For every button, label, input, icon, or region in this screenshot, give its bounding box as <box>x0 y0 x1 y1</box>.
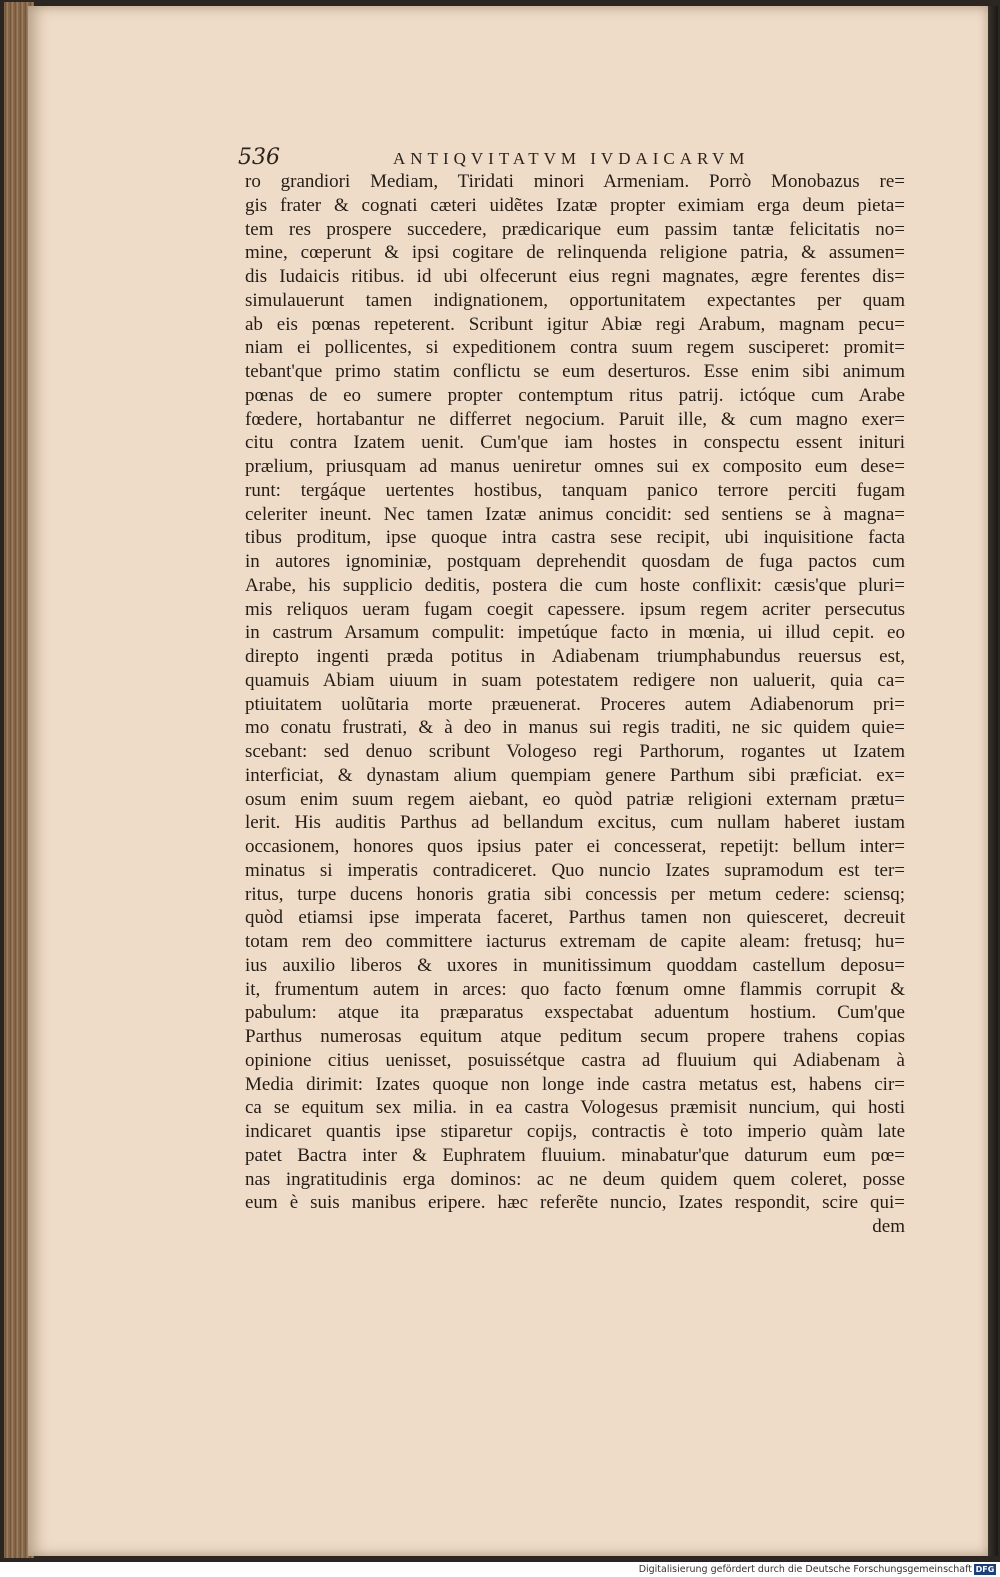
text-line: ius auxilio liberos & uxores in munitissimum quoddam castellum deposu= <box>245 954 905 976</box>
text-line: nas ingratitudinis erga dominos: ac ne deum quidem quem coleret, posse <box>245 1168 905 1190</box>
text-line: direpto ingenti præda potitus in Adiabenam triumphabundus reuersus est, <box>245 646 905 667</box>
page-number: 536 <box>238 145 280 170</box>
text-line: simulauerunt tamen indignationem, opportunitatem expectantes per quam <box>245 289 905 311</box>
text-line: it, frumentum autem in arces: quo facto fœnum omne flammis corrupit & <box>245 978 905 1000</box>
text-line: dis Iudaicis ritibus. id ubi olfecerunt eius regni magnates, ægre ferentes dis= <box>245 266 905 287</box>
text-line: osum enim suum regem aiebant, eo quòd patriæ religioni externam prætu= <box>245 788 905 810</box>
text-line: pabulum: atque ita præparatus exspectabat aduentum hostium. Cum'que <box>245 1002 905 1024</box>
text-line: patet Bactra inter & Euphratem fluuium. minabatur'que daturum eum pœ= <box>245 1144 905 1166</box>
text-line: opinione citius uenisset, posuissétque castra ad fluuium qui Adiabenam à <box>245 1049 905 1071</box>
text-line: celeriter ineunt. Nec tamen Izatæ animus concidit: sed sentiens se à magna= <box>245 503 905 525</box>
text-line: Media dirimit: Izates quoque non longe inde castra metatus est, habens cir= <box>245 1073 905 1095</box>
text-line: interficiat, & dynastam alium quempiam genere Parthum sibi præficiat. ex= <box>245 764 905 786</box>
text-line: citu contra Izatem uenit. Cum'que iam hostes in conspectu essent inituri <box>245 432 905 454</box>
text-line: minatus si imperatis contradiceret. Quo nuncio Izates supramodum est ter= <box>245 859 905 881</box>
text-line: lerit. His auditis Parthus ad bellandum excitus, cum nullam haberet iustam <box>245 812 905 834</box>
text-line: in autores ignominiæ, postquam deprehendit quosdam de fuga pactos cum <box>245 551 905 572</box>
text-line: Arabe, his supplicio deditis, postera die cum hoste conflixit: cæsis'que pluri= <box>245 574 905 596</box>
text-line: prælium, priusquam ad manus ueniretur omnes sui ex composito eum dese= <box>245 456 905 477</box>
text-line: tibus proditum, ipse quoque intra castra sese recipit, ubi inquisitione facta <box>245 527 905 549</box>
text-line: mo conatu frustrati, & à deo in manus sui regis traditi, ne sic quidem quie= <box>245 717 905 739</box>
text-line: Parthus numerosas equitum atque peditum secum propere trahens copias <box>245 1026 905 1047</box>
text-line: eum è suis manibus eripere. hæc referẽte nuncio, Izates respondit, scire qui= <box>245 1192 905 1214</box>
text-line: scebant: sed denuo scribunt Vologeso regi Parthorum, rogantes ut Izatem <box>245 741 905 762</box>
text-line: ca se equitum sex milia. in ea castra Vologesus præmisit nuncium, qui hosti <box>245 1097 905 1119</box>
text-line: quòd etiamsi ipse imperata faceret, Parthus tamen non quiesceret, decreuit <box>245 907 905 929</box>
catchword: dem <box>872 1216 905 1237</box>
running-title: ANTIQVITATVM IVDAICARVM <box>393 149 750 168</box>
text-line: fœdere, hortabantur ne differret negocium. Paruit ille, & cum magno exer= <box>245 408 905 430</box>
text-line: tem res prospere succedere, prædicarique eum passim tantæ felicitatis no= <box>245 218 905 240</box>
text-line: ptiuitatem uolũtaria morte præuenerat. Proceres autem Adiabenorum pri= <box>245 693 905 715</box>
text-line: ritus, turpe ducens honoris gratia sibi concessis per metum cedere: sciensq; <box>245 883 905 905</box>
text-line: ab eis pœnas repeterent. Scribunt igitur Abiæ regi Arabum, magnam pecu= <box>245 313 905 335</box>
footer-credit: Digitalisierung gefördert durch die Deutsche Forschungsgemeinschaft <box>638 1564 972 1575</box>
body-text <box>245 170 905 1239</box>
text-line: runt: tergáque uertentes hostibus, tanquam panico terrore perciti fugam <box>245 479 905 501</box>
text-line: quamuis Abiam uiuum in suam potestatem redigere non ualuerit, quia ca= <box>245 669 905 691</box>
text-line: mine, cœperunt & ipsi cogitare de relinquenda religione patria, & assumen= <box>245 242 905 264</box>
dfg-logo: DFG <box>975 1565 995 1574</box>
text-line: indicaret quantis ipse stiparetur copijs, contractis è toto imperio quàm late <box>245 1121 905 1142</box>
text-line: pœnas de eo sumere propter contemptum ritus patrij. ictóque cum Arabe <box>245 384 905 406</box>
text-line: ro grandiori Mediam, Tiridati minori Armeniam. Porrò Monobazus re= <box>245 171 905 192</box>
text-line: in castrum Arsamum compulit: impetúque facto in mœnia, ui illud cepit. eo <box>245 622 905 644</box>
text-line: totam rem deo committere iacturus extremam de capite aleam: fretusq; hu= <box>245 931 905 952</box>
text-line: niam ei pollicentes, si expeditionem contra suum regem susciperet: promit= <box>245 337 905 359</box>
book-right-edge <box>988 6 998 1556</box>
text-line: gis frater & cognati cæteri uidẽtes Izatæ propter eximiam erga deum pieta= <box>245 194 905 216</box>
text-line: tebant'que primo statim conflictu se eum deserturos. Esse enim sibi animum <box>245 361 905 382</box>
text-line: occasionem, honores quos ipsius pater ei concesserat, repetijt: bellum inter= <box>245 836 905 857</box>
text-line: mis reliquos ueram fugam coegit capessere. ipsum regem acriter persecutus <box>245 598 905 620</box>
